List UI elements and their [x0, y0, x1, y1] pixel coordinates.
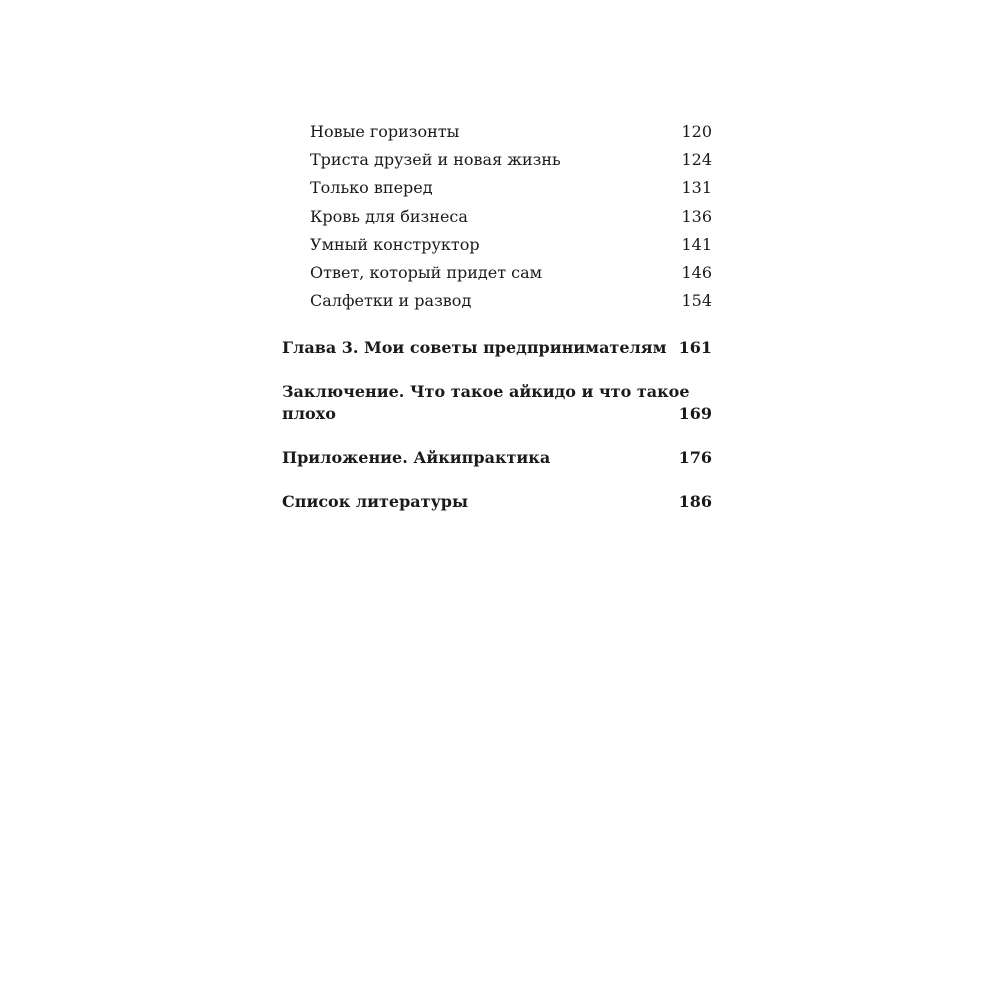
toc-entry [282, 118, 712, 146]
toc-entry [282, 203, 712, 231]
toc-entry [282, 174, 712, 202]
toc-conclusion-title-line1: Заключение. Что такое айкидо и что такое [282, 382, 690, 402]
toc-references [282, 491, 712, 513]
toc-appendix-title: Приложение. Айкипрактика [282, 448, 551, 468]
toc-appendix-page: 176 [678, 448, 712, 468]
toc-entry-page: 120 [681, 122, 712, 141]
table-of-contents [282, 118, 712, 513]
toc-entry-page: 136 [681, 206, 712, 226]
toc-entry-title: Кровь для бизнеса [310, 206, 468, 226]
toc-entry-title: Только вперед [310, 178, 433, 198]
toc-chapter-title: Глава 3. Мои советы предпринимателям [282, 338, 667, 358]
toc-entry [282, 146, 712, 174]
toc-entry-page: 141 [681, 234, 712, 254]
toc-entry [282, 259, 712, 287]
toc-entry-page: 146 [681, 262, 712, 282]
toc-references-page: 186 [678, 492, 712, 512]
toc-appendix [282, 447, 712, 469]
toc-conclusion [282, 381, 712, 425]
toc-chapter-page: 161 [678, 338, 712, 358]
toc-entry-title: Новые горизонты [310, 122, 460, 141]
toc-entry-page: 154 [681, 291, 712, 311]
toc-entry-page: 124 [681, 150, 712, 170]
toc-conclusion-title-line2: плохо [282, 404, 336, 424]
toc-conclusion-page: 169 [678, 404, 712, 424]
toc-entry-title: Салфетки и развод [310, 291, 472, 311]
toc-entry [282, 231, 712, 259]
toc-references-title: Список литературы [282, 492, 469, 512]
toc-entry [282, 287, 712, 315]
toc-entry-page: 131 [681, 178, 712, 198]
toc-entry-title: Ответ, который придет сам [310, 262, 543, 282]
toc-entry-title: Умный конструктор [310, 234, 480, 254]
toc-chapter-3 [282, 337, 712, 359]
toc-entry-title: Триста друзей и новая жизнь [310, 150, 561, 170]
